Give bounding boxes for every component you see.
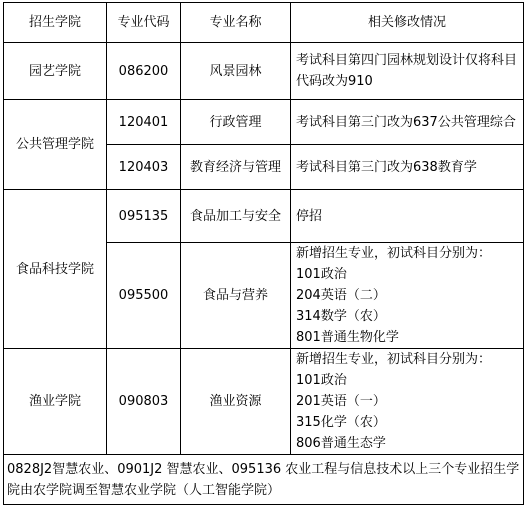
change-line: 801普通生物化学 bbox=[296, 330, 399, 345]
change-cell bbox=[291, 243, 524, 349]
table-row bbox=[4, 100, 524, 145]
header-code: 专业代码 bbox=[107, 3, 181, 43]
change-cell: 考试科目第三门改为638教育学 bbox=[291, 145, 524, 190]
change-line: 204英语（二） bbox=[296, 288, 386, 303]
change-line: 101政治 bbox=[296, 373, 347, 388]
table-row bbox=[4, 190, 524, 243]
major-cell: 食品加工与安全 bbox=[181, 190, 291, 243]
code-cell: 120403 bbox=[107, 145, 181, 190]
change-line: 新增招生专业，初试科目分别为： bbox=[296, 246, 492, 261]
change-line: 新增招生专业，初试科目分别为： bbox=[296, 352, 492, 367]
major-cell: 行政管理 bbox=[181, 100, 291, 145]
change-line: 314数学（农） bbox=[296, 309, 386, 324]
change-cell: 停招 bbox=[291, 190, 524, 243]
college-cell: 食品科技学院 bbox=[4, 190, 107, 349]
change-cell: 考试科目第三门改为637公共管理综合 bbox=[291, 100, 524, 145]
college-cell: 园艺学院 bbox=[4, 43, 107, 100]
header-college: 招生学院 bbox=[4, 3, 107, 43]
major-changes-table bbox=[3, 2, 524, 505]
table-row bbox=[4, 349, 524, 455]
table-row bbox=[4, 43, 524, 100]
change-cell: 考试科目第四门园林规划设计仅将科目代码改为910 bbox=[291, 43, 524, 100]
change-line: 201英语（一） bbox=[296, 394, 386, 409]
code-cell: 095500 bbox=[107, 243, 181, 349]
code-cell: 120401 bbox=[107, 100, 181, 145]
code-cell: 090803 bbox=[107, 349, 181, 455]
major-cell: 食品与营养 bbox=[181, 243, 291, 349]
college-cell: 渔业学院 bbox=[4, 349, 107, 455]
major-cell: 风景园林 bbox=[181, 43, 291, 100]
note-row bbox=[4, 455, 524, 505]
change-line: 101政治 bbox=[296, 267, 347, 282]
college-cell: 公共管理学院 bbox=[4, 100, 107, 190]
code-cell: 095135 bbox=[107, 190, 181, 243]
header-row bbox=[4, 3, 524, 43]
major-cell: 教育经济与管理 bbox=[181, 145, 291, 190]
note-cell: 0828J2智慧农业、0901J2 智慧农业、095136 农业工程与信息技术以上三个专业招生学院由农学院调至智慧农业学院（人工智能学院） bbox=[4, 455, 524, 505]
major-cell: 渔业资源 bbox=[181, 349, 291, 455]
change-line: 806普通生态学 bbox=[296, 436, 386, 451]
code-cell: 086200 bbox=[107, 43, 181, 100]
header-change: 相关修改情况 bbox=[291, 3, 524, 43]
header-major: 专业名称 bbox=[181, 3, 291, 43]
change-line: 315化学（农） bbox=[296, 415, 386, 430]
change-cell bbox=[291, 349, 524, 455]
